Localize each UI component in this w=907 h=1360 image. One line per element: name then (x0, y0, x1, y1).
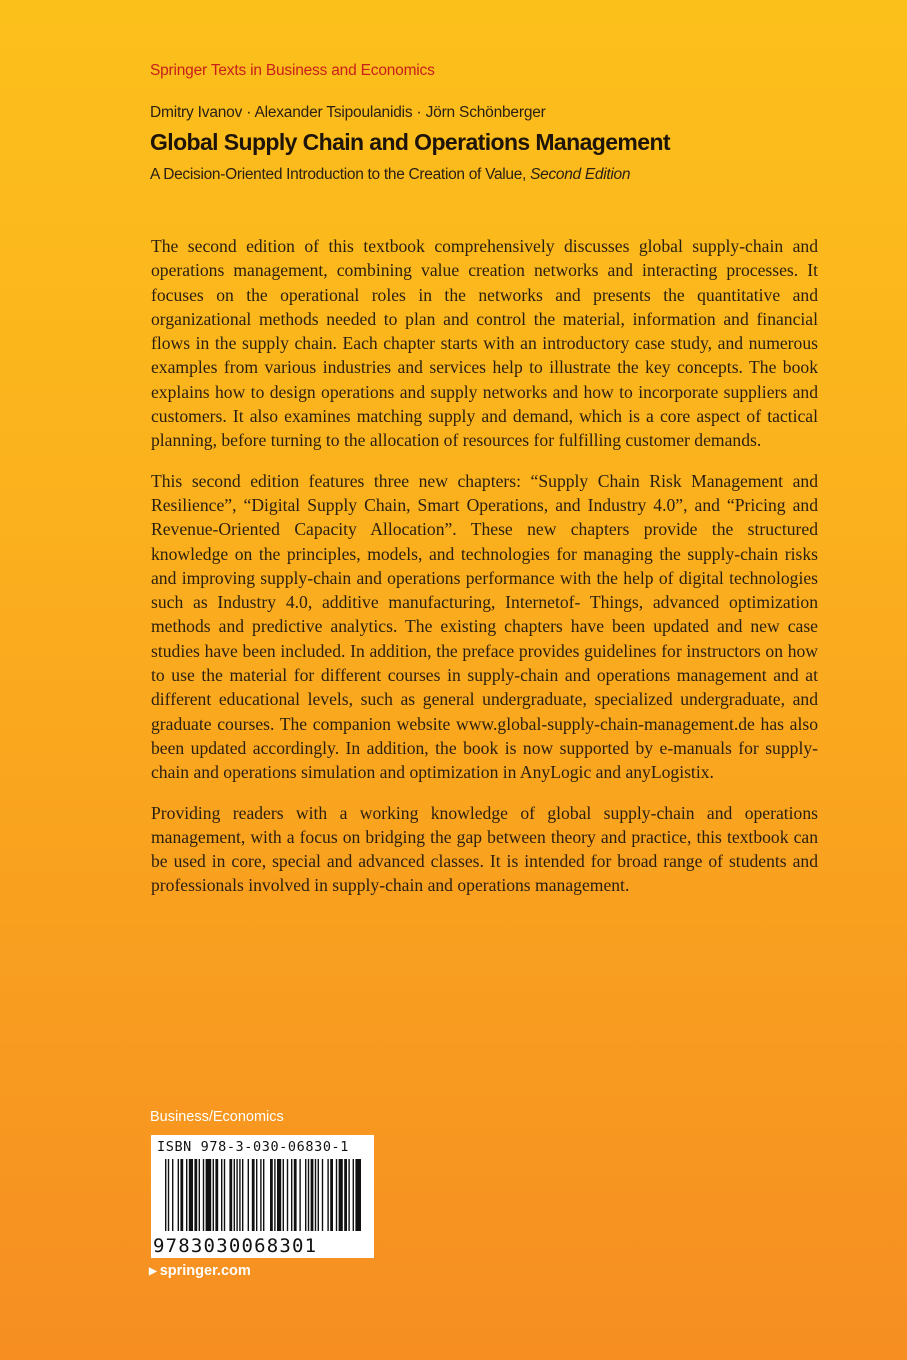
barcode-bar (287, 1159, 288, 1231)
authors: Dmitry Ivanov · Alexander Tsipoulanidis · Jörn Schönberger (150, 104, 546, 121)
barcode-bar (339, 1159, 343, 1231)
barcode-bar (234, 1159, 235, 1231)
barcode-bar (194, 1159, 197, 1231)
arrow-right-icon: ▶ (149, 1266, 157, 1277)
barcode-bar (318, 1159, 319, 1231)
barcode-bar (305, 1159, 306, 1231)
publisher-website-label: springer.com (159, 1263, 251, 1279)
barcode-bar (344, 1159, 347, 1231)
barcode-bar (336, 1159, 337, 1231)
barcode-bar (315, 1159, 316, 1231)
barcode-bar (229, 1159, 232, 1231)
barcode-bar (206, 1159, 212, 1231)
barcode-bar (330, 1159, 333, 1231)
barcode-icon (165, 1159, 365, 1231)
subtitle-edition: Second Edition (530, 166, 631, 183)
description-paragraph-2: This second edition features three new chapters: “Supply Chain Risk Management and Resilience”, “Digital Supply Chain, Smart Operations, and Industry 4.0”, and “Pricing and Revenue-Oriented Capacity Allocation”. These new chapters provide the structured knowledge on the principles, models, and technologies for managing the supply-chain risks and improving supply-chain and operations performance with the help of digital technologies such as Industry 4.0, additive manufacturing, Internetof- Things, advanced optimization methods and predictive analytics. The existing chapters have been updated and new case studies have been included. In addition, the preface provides guidelines for instructors on how to use the material for different courses in supply-chain and operations management and at different educational levels, such as general undergraduate, specialized undergraduate, and graduate courses. The companion website www.global-supply-chain-management.de has also been updated accordingly. In addition, the book is now supported by e-manuals for supply-chain and operations simulation and optimization in AnyLogic and anyLogistix. (151, 470, 818, 783)
barcode-bar (189, 1159, 193, 1231)
barcode-bar (215, 1159, 218, 1231)
barcode-bar (299, 1159, 300, 1231)
barcode-bar (353, 1159, 354, 1231)
description-paragraph-1: The second edition of this textbook comprehensively discusses global supply-chain and operations management, combining value creation networks and interacting processes. It focuses on the operational roles in the networks and presents the quantitative and organizational methods needed to plan and control the material, information and financial flows in the supply chain. Each chapter starts with an introductory case study, and numerous examples from various industries and services help to illustrate the key concepts. The book explains how to design operations and supply networks and how to incorporate suppliers and customers. It also examines matching supply and demand, which is a core aspect of tactical planning, before turning to the allocation of resources for fulfilling customer demands. (151, 236, 818, 451)
barcode-bar (224, 1159, 225, 1231)
barcode-bar (186, 1159, 187, 1231)
barcode-bar (252, 1159, 255, 1231)
barcode-bar (239, 1159, 240, 1231)
barcode-bar (322, 1159, 323, 1231)
barcode-bar (236, 1159, 237, 1231)
subtitle-main: A Decision-Oriented Introduction to the Creation of Value, (150, 166, 527, 183)
barcode-bar (294, 1159, 297, 1231)
isbn-barcode (151, 1135, 374, 1258)
barcode-bar (242, 1159, 243, 1231)
barcode-bar (172, 1159, 173, 1231)
barcode-bar (355, 1159, 361, 1231)
barcode-bar (308, 1159, 309, 1231)
barcode-bar (348, 1159, 349, 1231)
barcode-bar (260, 1159, 261, 1231)
book-title: Global Supply Chain and Operations Management (150, 129, 670, 155)
publisher-website[interactable] (149, 1263, 251, 1279)
barcode-bar (203, 1159, 204, 1231)
barcode-bar (270, 1159, 273, 1231)
barcode-bar (283, 1159, 284, 1231)
barcode-bar (274, 1159, 275, 1231)
barcode-bar (213, 1159, 214, 1231)
barcode-bar (168, 1159, 169, 1231)
barcode-bar (327, 1159, 328, 1231)
barcode-bar (263, 1159, 264, 1231)
isbn-text: ISBN 978-3-030-06830-1 (157, 1139, 350, 1155)
barcode-bar (180, 1159, 183, 1231)
barcode-bar (248, 1159, 249, 1231)
barcode-bar (178, 1159, 179, 1231)
barcode-bar (221, 1159, 222, 1231)
ean-digits: 9783030068301 (153, 1235, 318, 1257)
category-label: Business/Economics (150, 1109, 284, 1125)
barcode-bar (256, 1159, 257, 1231)
description (151, 234, 818, 914)
barcode-bar (277, 1159, 281, 1231)
book-subtitle (150, 166, 630, 184)
barcode-bar (291, 1159, 292, 1231)
description-paragraph-3: Providing readers with a working knowledge of global supply-chain and operations management, with a focus on bridging the gap between theory and practice, this textbook can be used in core, special and advanced classes. It is intended for broad range of students and professionals involved in supply-chain and operations management. (151, 802, 818, 896)
barcode-bar (165, 1159, 166, 1231)
barcode-bar (199, 1159, 200, 1231)
series-name: Springer Texts in Business and Economics (150, 62, 435, 79)
barcode-bar (311, 1159, 314, 1231)
